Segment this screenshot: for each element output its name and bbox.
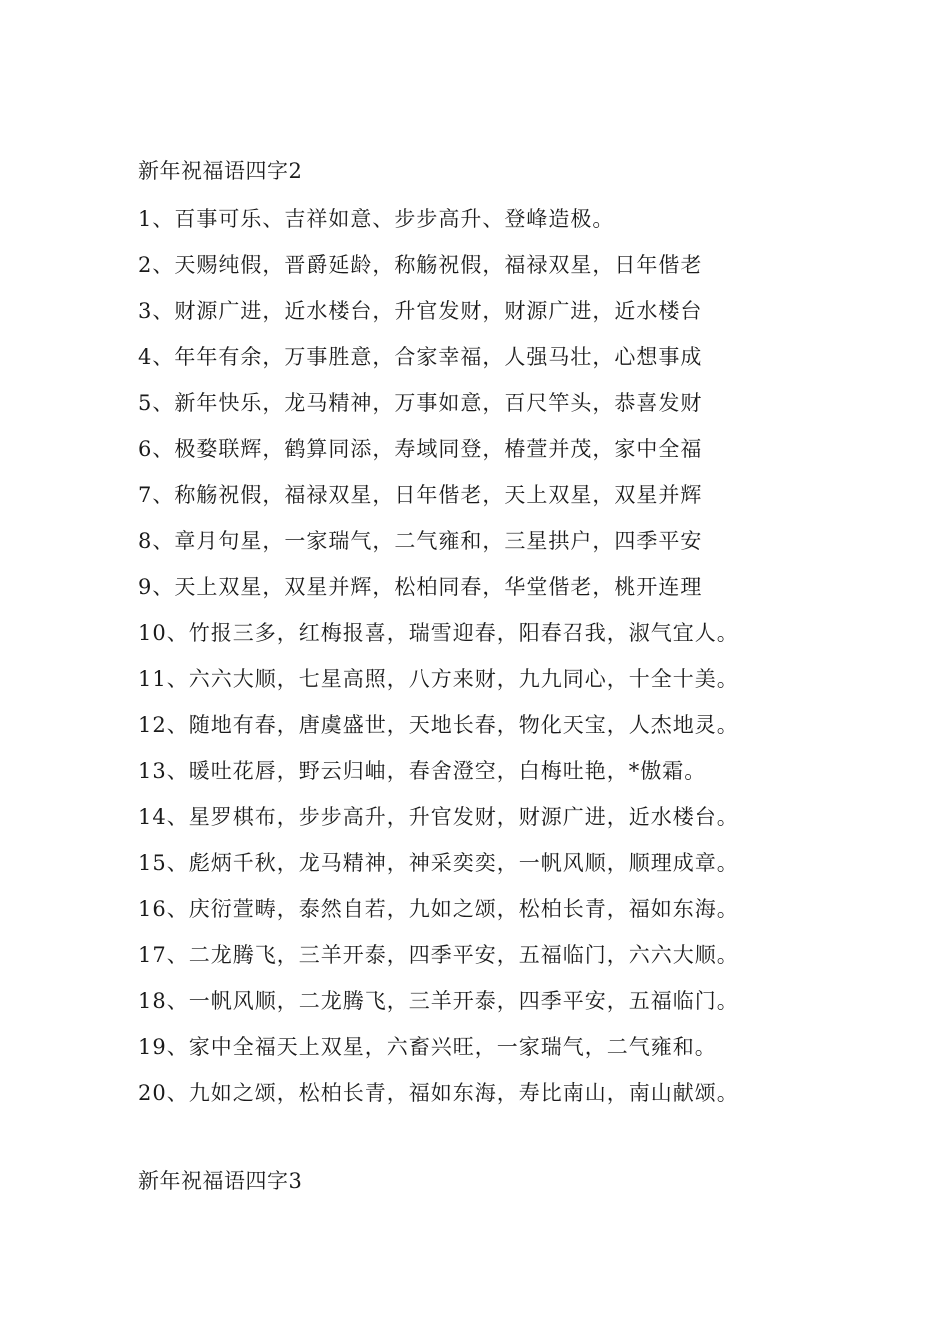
list-item: 15、彪炳千秋，龙马精神，神采奕奕，一帆风顺，顺理成章。 [138,851,739,875]
list-item: 11、六六大顺，七星高照，八方来财，九九同心，十全十美。 [138,667,739,691]
list-item: 7、称觞祝假，福禄双星，日年偕老，天上双星，双星并辉 [138,483,703,507]
list-item: 19、家中全福天上双星，六畜兴旺，一家瑞气，二气雍和。 [138,1035,717,1059]
list-item: 2、天赐纯假，晋爵延龄，称觞祝假，福禄双星，日年偕老 [138,253,703,277]
list-item: 4、年年有余，万事胜意，合家幸福，人强马壮，心想事成 [138,345,703,369]
list-item: 1、百事可乐、吉祥如意、步步高升、登峰造极。 [138,207,615,231]
list-item: 14、星罗棋布，步步高升，升官发财，财源广进，近水楼台。 [138,805,739,829]
list-item: 13、暖吐花唇，野云归岫，春舍澄空，白梅吐艳，*傲霜。 [138,759,707,783]
list-item: 9、天上双星，双星并辉，松柏同春，华堂偕老，桃开连理 [138,575,703,599]
list-item: 20、九如之颂，松柏长青，福如东海，寿比南山，南山献颂。 [138,1081,739,1105]
list-item: 10、竹报三多，红梅报喜，瑞雪迎春，阳春召我，淑气宜人。 [138,621,739,645]
list-item: 18、一帆风顺，二龙腾飞，三羊开泰，四季平安，五福临门。 [138,989,739,1013]
list-item: 5、新年快乐，龙马精神，万事如意，百尺竿头，恭喜发财 [138,391,703,415]
list-item: 8、章月句星，一家瑞气，二气雍和，三星拱户，四季平安 [138,529,703,553]
list-item: 3、财源广进，近水楼台，升官发财，财源广进，近水楼台 [138,299,703,323]
list-item: 12、随地有春，唐虞盛世，天地长春，物化天宝，人杰地灵。 [138,713,739,737]
section-heading: 新年祝福语四字3 [138,1169,303,1193]
blessing-list [138,202,739,1122]
list-item: 16、庆衍萱畴，泰然自若，九如之颂，松柏长青，福如东海。 [138,897,739,921]
section-heading: 新年祝福语四字2 [138,159,303,183]
list-item: 6、极婺联辉，鹤算同添，寿域同登，椿萱并茂，家中全福 [138,437,703,461]
list-item: 17、二龙腾飞，三羊开泰，四季平安，五福临门，六六大顺。 [138,943,739,967]
